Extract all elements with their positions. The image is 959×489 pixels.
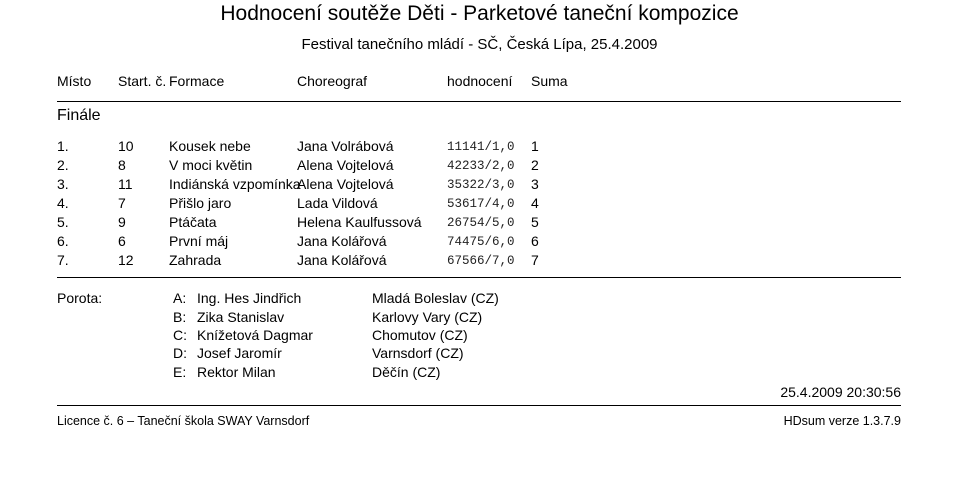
cell-place: 4. [57, 195, 69, 211]
jury-name: Rektor Milan [197, 364, 276, 380]
cell-start-number: 10 [118, 138, 134, 154]
header-formation: Formace [169, 73, 225, 89]
jury-name: Knížetová Dagmar [197, 327, 313, 343]
cell-score: 11141/1,0 [447, 140, 515, 154]
cell-place: 5. [57, 214, 69, 230]
cell-sum: 5 [531, 214, 539, 230]
cell-formation: Zahrada [169, 252, 222, 268]
cell-choreographer: Helena Kaulfussová [297, 214, 422, 230]
results-divider [57, 277, 901, 278]
cell-place: 2. [57, 157, 69, 173]
jury-city: Mladá Boleslav (CZ) [372, 290, 499, 306]
cell-place: 6. [57, 233, 69, 249]
section-title: Finále [57, 107, 101, 124]
version-text: HDsum verze 1.3.7.9 [783, 414, 901, 428]
cell-formation: Přišlo jaro [169, 195, 232, 211]
cell-start-number: 9 [118, 214, 126, 230]
cell-formation: V moci květin [169, 157, 253, 173]
header-divider [57, 101, 901, 102]
cell-choreographer: Lada Vildová [297, 195, 378, 211]
cell-place: 1. [57, 138, 69, 154]
jury-member [0, 364, 959, 384]
cell-place: 7. [57, 252, 69, 268]
cell-sum: 4 [531, 195, 539, 211]
cell-formation: Indiánská vzpomínka [169, 176, 301, 192]
cell-start-number: 7 [118, 195, 126, 211]
cell-score: 42233/2,0 [447, 159, 515, 173]
table-row [0, 195, 959, 215]
cell-start-number: 6 [118, 233, 126, 249]
jury-member [0, 327, 959, 347]
table-row [0, 214, 959, 234]
header-choreographer: Choreograf [297, 73, 368, 89]
header-place: Místo [57, 73, 92, 89]
jury-name: Ing. Hes Jindřich [197, 290, 302, 306]
jury-name: Josef Jaromír [197, 345, 282, 361]
cell-choreographer: Jana Kolářová [297, 233, 387, 249]
cell-score: 26754/5,0 [447, 216, 515, 230]
cell-formation: První máj [169, 233, 229, 249]
jury-city: Chomutov (CZ) [372, 327, 468, 343]
jury-label: Porota: [57, 290, 103, 306]
page-subtitle: Festival tanečního mládí - SČ, Česká Lípa, 25.4.2009 [301, 36, 658, 53]
jury-letter: A: [173, 290, 187, 306]
table-row [0, 138, 959, 158]
jury-member [0, 309, 959, 329]
table-row [0, 233, 959, 253]
header-score: hodnocení [447, 73, 513, 89]
jury-member [0, 345, 959, 365]
cell-sum: 1 [531, 138, 539, 154]
cell-sum: 2 [531, 157, 539, 173]
jury-member [0, 290, 959, 310]
cell-start-number: 12 [118, 252, 134, 268]
jury-letter: C: [173, 327, 187, 343]
header-sum: Suma [531, 73, 568, 89]
cell-choreographer: Jana Volrábová [297, 138, 394, 154]
cell-sum: 7 [531, 252, 539, 268]
cell-score: 74475/6,0 [447, 235, 515, 249]
table-row [0, 157, 959, 177]
page-title: Hodnocení soutěže Děti - Parketové taneční kompozice [220, 2, 739, 25]
jury-city: Varnsdorf (CZ) [372, 345, 464, 361]
footer-divider [57, 405, 901, 406]
jury-letter: D: [173, 345, 187, 361]
jury-city: Karlovy Vary (CZ) [372, 309, 483, 325]
cell-score: 35322/3,0 [447, 178, 515, 192]
cell-score: 67566/7,0 [447, 254, 515, 268]
cell-choreographer: Jana Kolářová [297, 252, 387, 268]
timestamp: 25.4.2009 20:30:56 [780, 384, 901, 400]
cell-start-number: 11 [118, 176, 133, 192]
cell-choreographer: Alena Vojtelová [297, 176, 394, 192]
cell-start-number: 8 [118, 157, 126, 173]
jury-letter: B: [173, 309, 187, 325]
jury-letter: E: [173, 364, 187, 380]
cell-place: 3. [57, 176, 69, 192]
header-start-number: Start. č. [118, 73, 167, 89]
cell-sum: 3 [531, 176, 539, 192]
cell-score: 53617/4,0 [447, 197, 515, 211]
jury-name: Zika Stanislav [197, 309, 285, 325]
table-row [0, 252, 959, 272]
jury-city: Děčín (CZ) [372, 364, 441, 380]
cell-choreographer: Alena Vojtelová [297, 157, 394, 173]
cell-formation: Ptáčata [169, 214, 217, 230]
table-row [0, 176, 959, 196]
cell-formation: Kousek nebe [169, 138, 251, 154]
license-text: Licence č. 6 – Taneční škola SWAY Varnsdorf [57, 414, 310, 428]
cell-sum: 6 [531, 233, 539, 249]
